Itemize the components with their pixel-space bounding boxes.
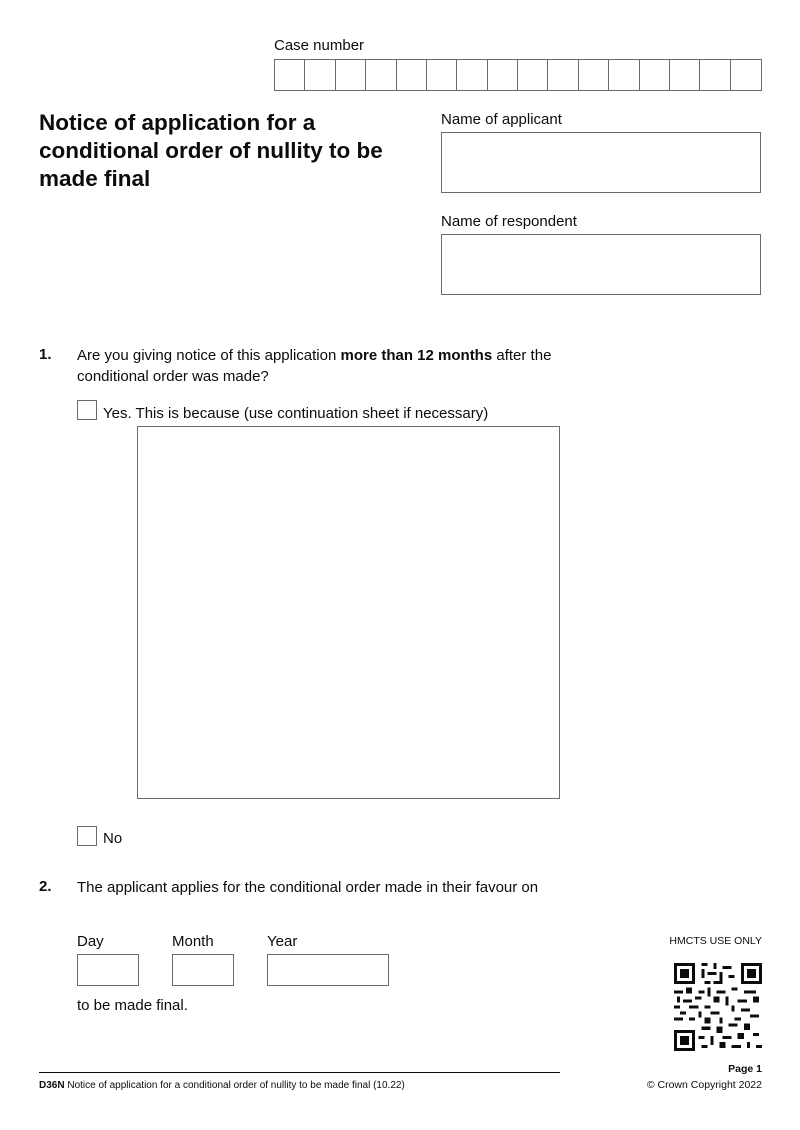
case-number-cell[interactable] bbox=[275, 60, 305, 90]
case-number-cell[interactable] bbox=[457, 60, 487, 90]
question-1-text bbox=[77, 345, 567, 387]
question-1-text-emphasis: more than 12 months bbox=[340, 347, 493, 364]
case-number-cell[interactable] bbox=[366, 60, 396, 90]
yes-checkbox[interactable] bbox=[77, 400, 97, 420]
case-number-cell[interactable] bbox=[609, 60, 639, 90]
case-number-cell[interactable] bbox=[427, 60, 457, 90]
month-field[interactable] bbox=[172, 954, 234, 986]
footer-form-description: Notice of application for a conditional order of nullity to be made final (10.22) bbox=[67, 1080, 405, 1091]
qr-code-icon bbox=[674, 963, 762, 1051]
day-label: Day bbox=[77, 933, 104, 950]
reason-textarea[interactable] bbox=[137, 426, 560, 799]
case-number-label: Case number bbox=[274, 37, 365, 54]
question-1-number: 1. bbox=[39, 346, 52, 363]
case-number-cell[interactable] bbox=[305, 60, 335, 90]
case-number-cell[interactable] bbox=[548, 60, 578, 90]
made-final-text: to be made final. bbox=[77, 997, 188, 1014]
month-label: Month bbox=[172, 933, 214, 950]
page-title: Notice of application for a conditional order of nullity to be made final bbox=[39, 110, 383, 191]
copyright-notice: © Crown Copyright 2022 bbox=[646, 1079, 762, 1091]
case-number-cell[interactable] bbox=[640, 60, 670, 90]
footer-divider bbox=[39, 1072, 560, 1073]
respondent-label: Name of respondent bbox=[441, 213, 577, 230]
question-2-number: 2. bbox=[39, 878, 52, 895]
respondent-name-field[interactable] bbox=[441, 234, 761, 295]
hmcts-use-only-label: HMCTS USE ONLY bbox=[669, 935, 762, 947]
page-number: Page 1 bbox=[728, 1063, 762, 1075]
case-number-cell[interactable] bbox=[731, 60, 761, 90]
case-number-cell[interactable] bbox=[700, 60, 730, 90]
question-1-text-end: after the conditional order was made? bbox=[77, 347, 552, 385]
year-label: Year bbox=[267, 933, 298, 950]
case-number-cell[interactable] bbox=[518, 60, 548, 90]
applicant-name-field[interactable] bbox=[441, 132, 761, 193]
year-field[interactable] bbox=[267, 954, 389, 986]
footer-form-reference bbox=[39, 1080, 405, 1091]
case-number-cell[interactable] bbox=[579, 60, 609, 90]
applicant-label: Name of applicant bbox=[441, 111, 562, 128]
case-number-field[interactable] bbox=[274, 59, 762, 91]
case-number-cell[interactable] bbox=[670, 60, 700, 90]
case-number-cell[interactable] bbox=[336, 60, 366, 90]
no-checkbox-label: No bbox=[103, 830, 123, 847]
question-2-text: The applicant applies for the conditional order made in their favour on bbox=[77, 879, 539, 896]
case-number-cell[interactable] bbox=[488, 60, 518, 90]
case-number-cell[interactable] bbox=[397, 60, 427, 90]
day-field[interactable] bbox=[77, 954, 139, 986]
footer-form-code: D36N bbox=[39, 1080, 65, 1091]
yes-checkbox-label: Yes. This is because (use continuation sheet if necessary) bbox=[103, 405, 489, 422]
question-1-text-start: Are you giving notice of this application bbox=[77, 347, 341, 364]
no-checkbox[interactable] bbox=[77, 826, 97, 846]
